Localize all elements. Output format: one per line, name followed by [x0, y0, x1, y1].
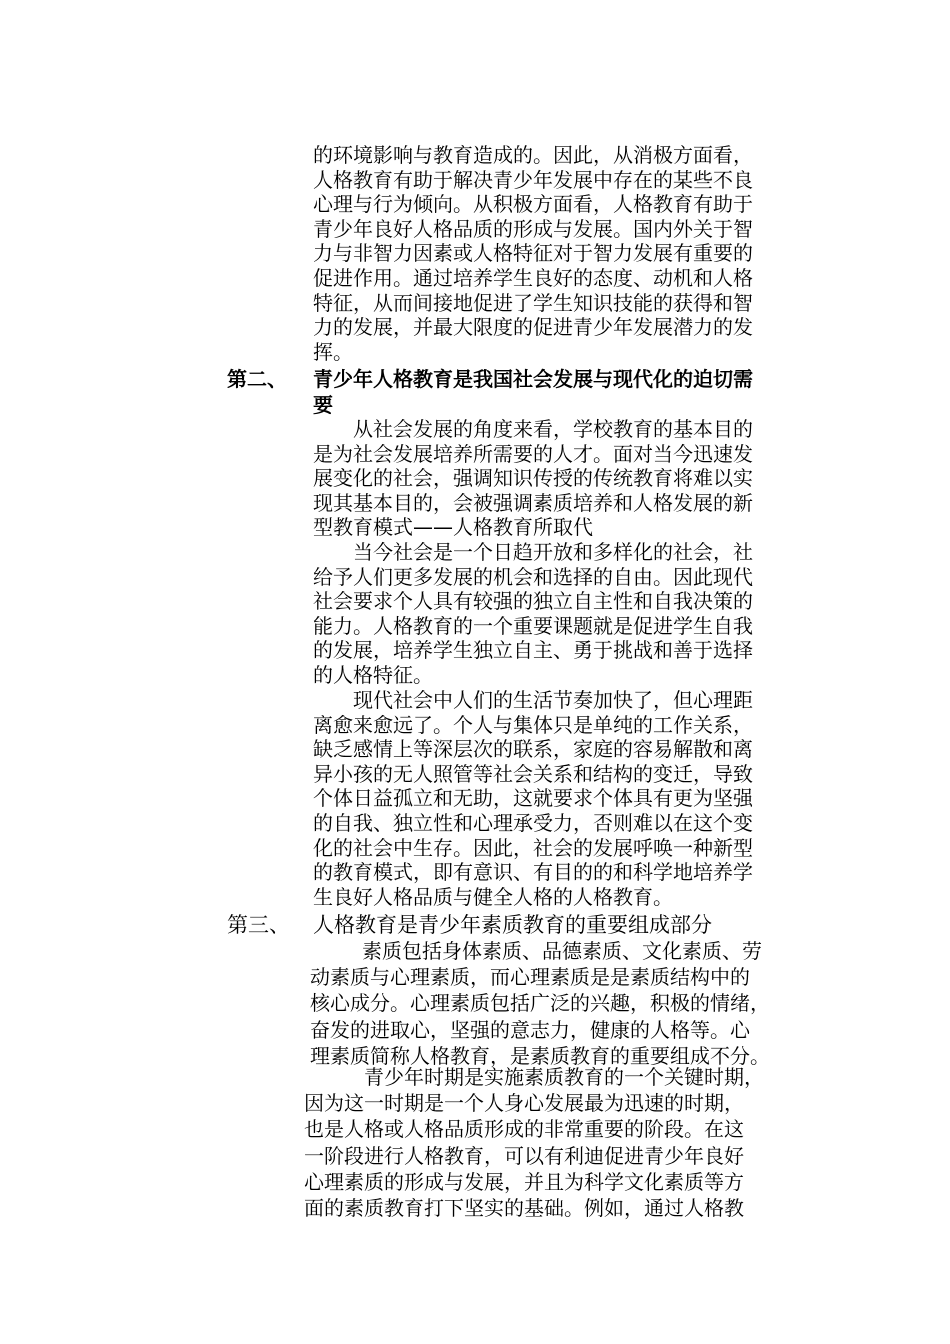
text-line: 化的社会中生存。因此，社会的发展呼唤一种新型 [313, 835, 753, 860]
text-line: 缺乏感情上等深层次的联系，家庭的容易解散和离 [313, 737, 753, 762]
text-line: 生良好人格品质与健全人格的人格教育。 [313, 884, 673, 909]
section2-title [313, 366, 753, 418]
section2-number: 第二、 [227, 367, 287, 391]
text-line: 的自我、独立性和心理承受力，否则难以在这个变 [313, 810, 753, 835]
text-line: 展变化的社会，强调知识传授的传统教育将难以实 [313, 466, 753, 491]
text-line: 能力。人格教育的一个重要课题就是促进学生自我 [313, 613, 753, 638]
section2-paragraph-2 [313, 540, 753, 688]
text-line: 社会要求个人具有较强的独立自主性和自我决策的 [313, 589, 753, 614]
section3-paragraph-1 [310, 938, 770, 1069]
text-line: 是为社会发展培养所需要的人才。面对当今迅速发 [313, 441, 753, 466]
text-line: 从社会发展的角度来看，学校教育的基本目的 [353, 417, 753, 441]
text-line: 动素质与心理素质，而心理素质是是素质结构中的 [310, 965, 750, 990]
text-line: 的人格特征。 [313, 662, 433, 687]
text-line: 理素质简称人格教育，是素质教育的重要组成不分。 [310, 1043, 770, 1068]
text-line: 现代社会中人们的生活节奏加快了，但心理距 [353, 688, 753, 712]
text-line: 青少年时期是实施素质教育的一个关键时期， [364, 1065, 764, 1089]
text-line: 当今社会是一个日趋开放和多样化的社会，社 [353, 540, 753, 564]
text-line: 面的素质教育打下坚实的基础。例如，通过人格教 [304, 1196, 744, 1221]
text-line: 因为这一时期是一个人身心发展最为迅速的时期， [304, 1091, 744, 1116]
text-line: 异小孩的无人照管等社会关系和结构的变迁，导致 [313, 761, 753, 786]
text-line: 心理与行为倾向。从积极方面看，人格教育有助于 [313, 192, 753, 217]
text-line: 核心成分。心理素质包括广泛的兴趣，积极的情绪， [310, 991, 770, 1016]
text-line: 力与非智力因素或人格特征对于智力发展有重要的 [313, 241, 753, 266]
section3-number: 第三、 [227, 913, 290, 937]
title-line: 要 [313, 393, 333, 417]
text-line: 也是人格或人格品质形成的非常重要的阶段。在这 [304, 1117, 744, 1142]
text-line: 个体日益孤立和无助，这就要求个体具有更为坚强 [313, 786, 753, 811]
text-line: 的环境影响与教育造成的。因此，从消极方面看， [313, 143, 753, 167]
text-line: 一阶段进行人格教育，可以有利迪促进青少年良好 [304, 1143, 744, 1168]
text-line: 人格教育有助于解决青少年发展中存在的某些不良 [313, 167, 753, 192]
text-line: 给予人们更多发展的机会和选择的自由。因此现代 [313, 564, 753, 589]
text-line: 促进作用。通过培养学生良好的态度、动机和人格 [313, 265, 753, 290]
intro-paragraph [313, 143, 753, 364]
text-line: 型教育模式——人格教育所取代 [313, 515, 593, 540]
section2-paragraph-1 [313, 417, 753, 540]
text-line: 奋发的进取心，坚强的意志力，健康的人格等。心 [310, 1017, 750, 1042]
section2-paragraph-3 [313, 688, 753, 909]
text-line: 现其基本目的，会被强调素质培养和人格发展的新 [313, 490, 753, 515]
text-line: 特征，从而间接地促进了学生知识技能的获得和智 [313, 290, 753, 315]
text-line: 青少年良好人格品质的形成与发展。国内外关于智 [313, 216, 753, 241]
text-line: 素质包括身体素质、品德素质、文化素质、劳 [362, 939, 762, 963]
text-line: 的教育模式，即有意识、有目的的和科学地培养学 [313, 860, 753, 885]
text-line: 力的发展，并最大限度的促进青少年发展潜力的发 [313, 315, 753, 340]
text-line: 心理素质的形成与发展，并且为科学文化素质等方 [304, 1169, 744, 1194]
text-line: 的发展，培养学生独立自主、勇于挑战和善于选择 [313, 638, 753, 663]
section3-title: 人格教育是青少年素质教育的重要组成部分 [313, 913, 712, 937]
title-line: 青少年人格教育是我国社会发展与现代化的迫切需 [313, 367, 753, 391]
section3-paragraph-2 [304, 1064, 764, 1221]
text-line: 离愈来愈远了。个人与集体只是单纯的工作关系， [313, 712, 753, 737]
text-line: 挥。 [313, 339, 353, 364]
